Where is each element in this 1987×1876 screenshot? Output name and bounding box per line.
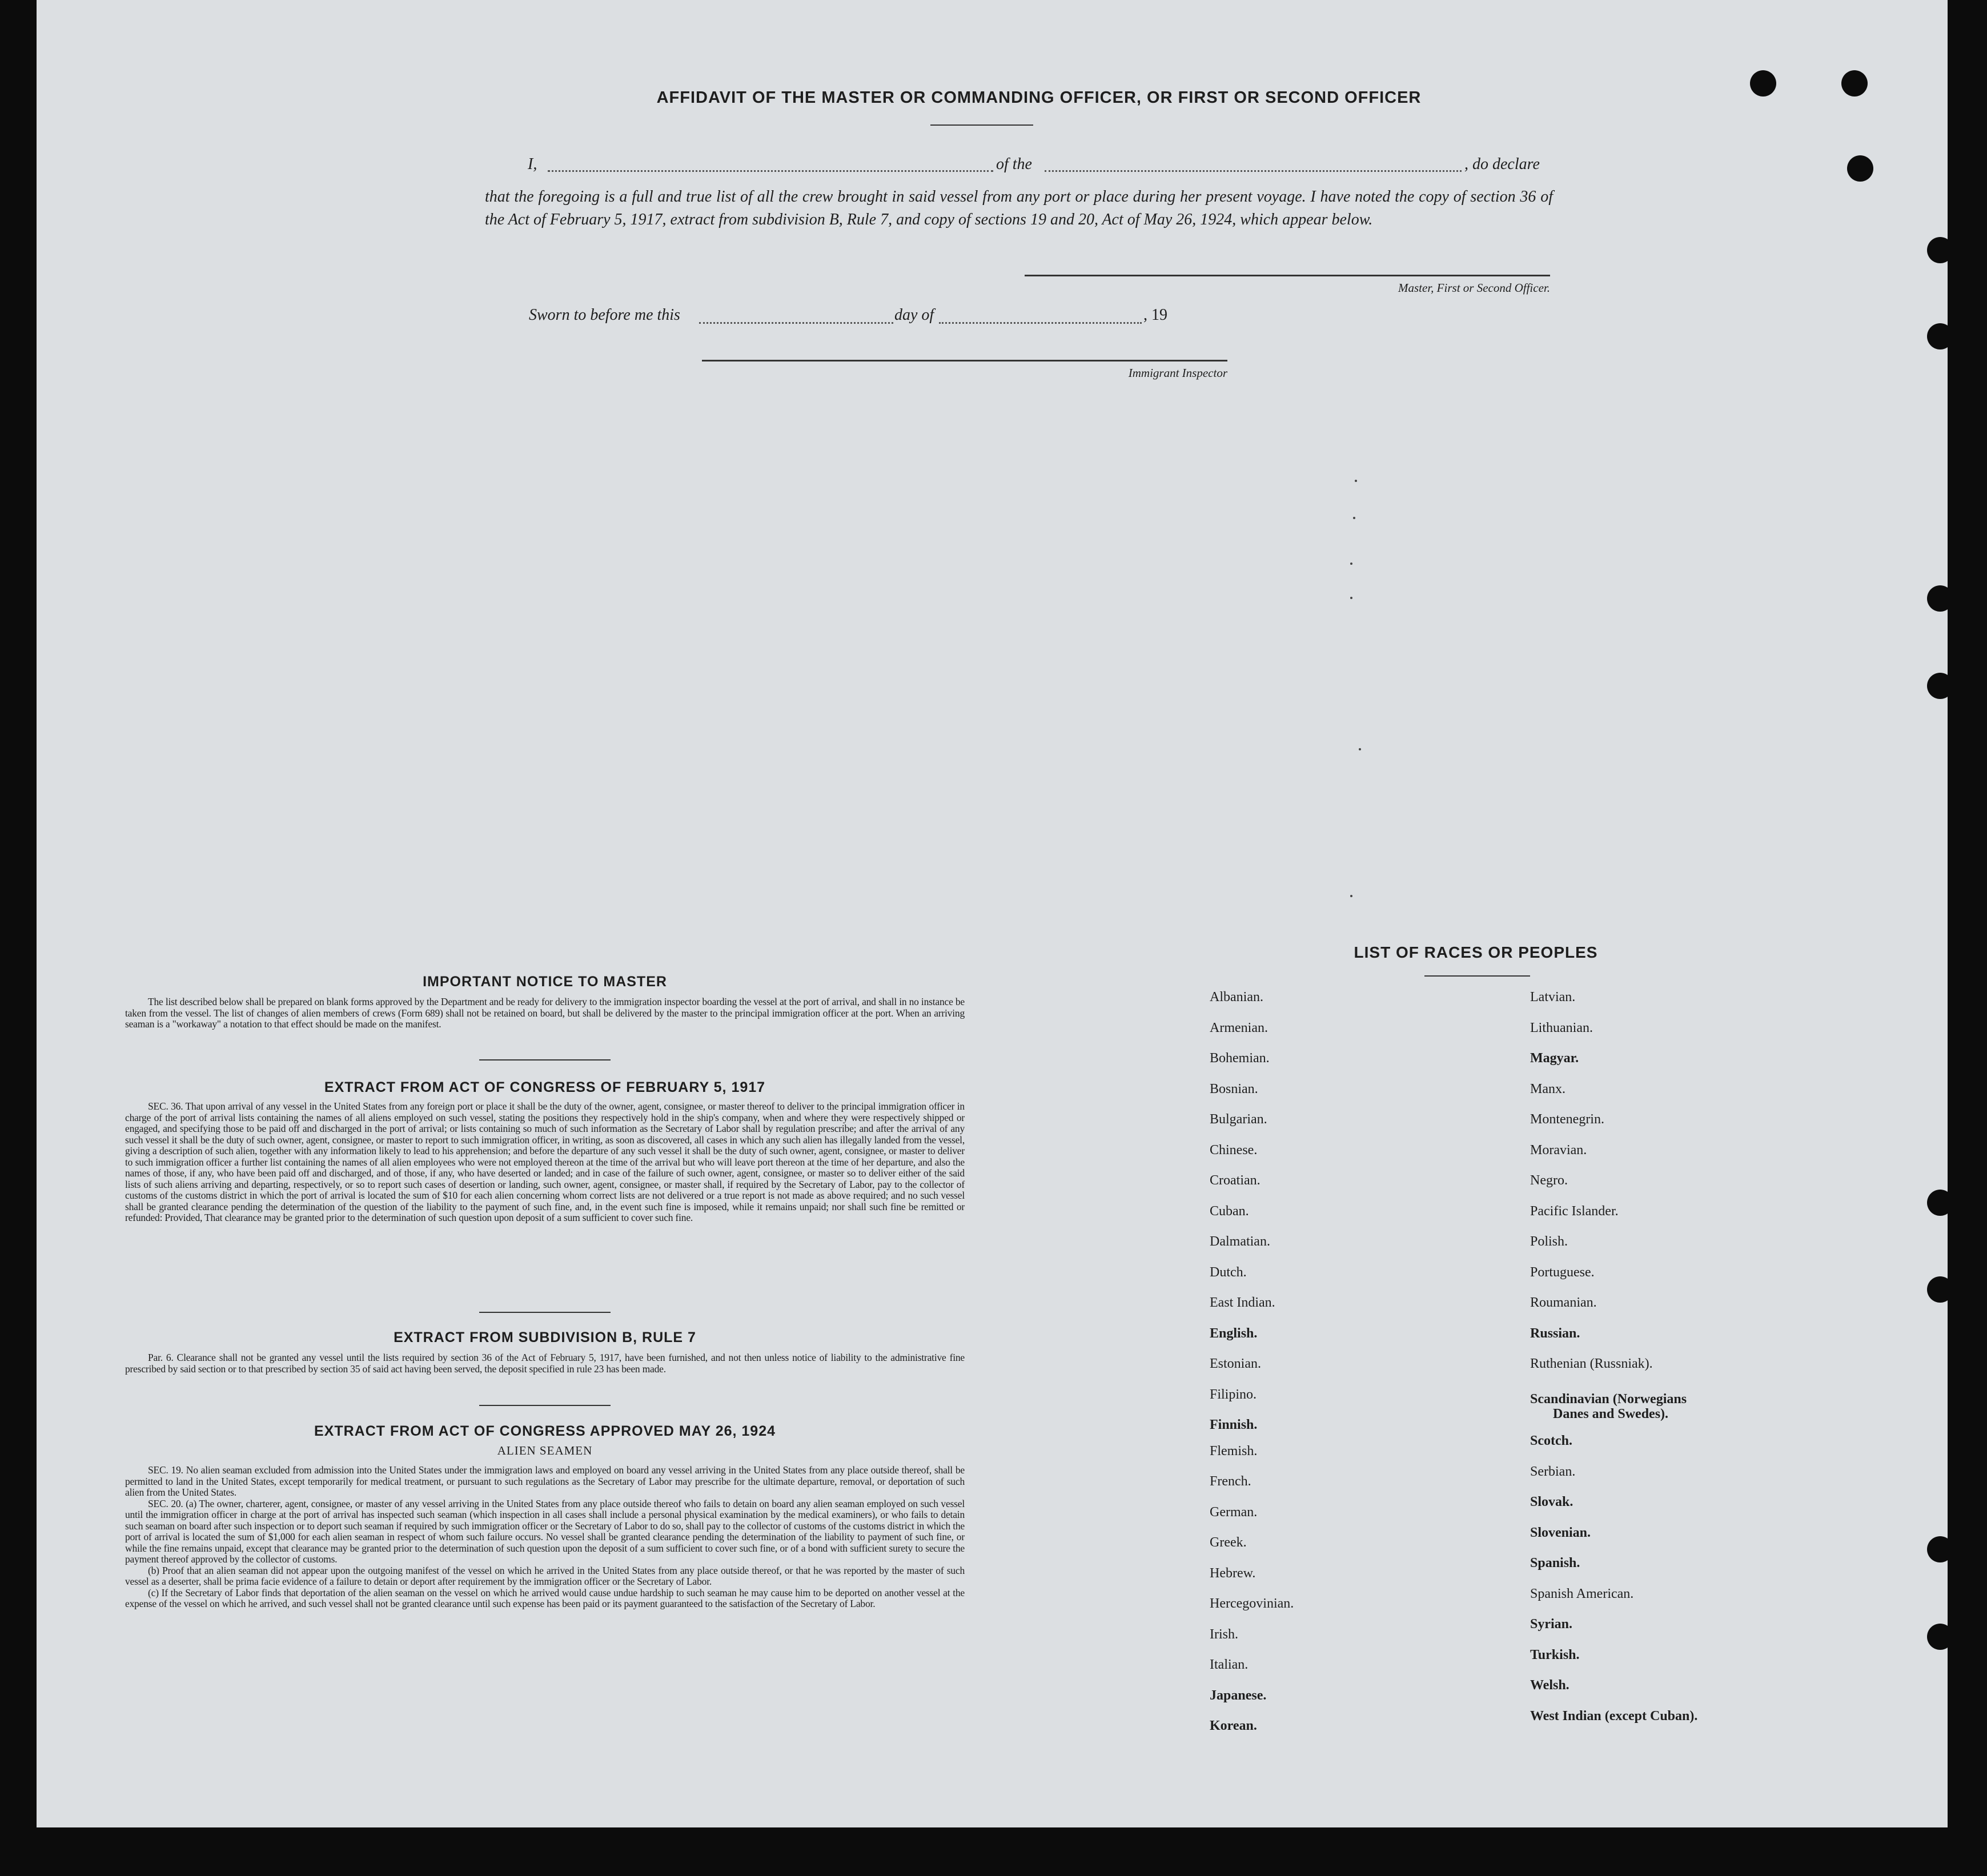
race-item: Italian. bbox=[1210, 1657, 1249, 1672]
race-item: French. bbox=[1210, 1474, 1251, 1489]
binder-hole bbox=[1927, 1624, 1953, 1650]
race-item: Finnish. bbox=[1210, 1417, 1258, 1432]
binder-hole bbox=[1927, 585, 1953, 612]
race-item: Hebrew. bbox=[1210, 1566, 1256, 1581]
race-item: Pacific Islander. bbox=[1530, 1204, 1619, 1219]
race-item: Hercegovinian. bbox=[1210, 1596, 1294, 1611]
race-item: Manx. bbox=[1530, 1082, 1565, 1096]
master-signature-label: Master, First or Second Officer. bbox=[1398, 281, 1550, 295]
binder-hole bbox=[1841, 70, 1868, 97]
race-item: Syrian. bbox=[1530, 1617, 1573, 1632]
race-item: Filipino. bbox=[1210, 1387, 1257, 1402]
notice-paragraph: The list described below shall be prepared on blank forms approved by the Department and be ready for delivery to the immigration inspector boarding the vessel at the port of arrival, and shall in no instance be taken from the vessel. The list of changes of alien members of crews (Form 689) shall not be retained on board, but shall be delivered by the master to the principal immigration officer at the port. When an arriving seaman is a "workaway" a notation to that effect should be made on the manifest. bbox=[125, 996, 965, 1030]
notice-title: IMPORTANT NOTICE TO MASTER bbox=[423, 974, 667, 990]
speck bbox=[1350, 563, 1352, 565]
race-item: Portuguese. bbox=[1530, 1265, 1595, 1280]
title-underline bbox=[930, 124, 1033, 126]
races-title: LIST OF RACES OR PEOPLES bbox=[1354, 943, 1598, 961]
race-item: Spanish American. bbox=[1530, 1586, 1634, 1601]
race-item: Danes and Swedes). bbox=[1553, 1407, 1669, 1421]
race-item: Negro. bbox=[1530, 1173, 1568, 1188]
speck bbox=[1350, 597, 1352, 599]
extract-1917-title: EXTRACT FROM ACT OF CONGRESS OF FEBRUARY 5, 1917 bbox=[324, 1079, 766, 1095]
race-item: Dutch. bbox=[1210, 1265, 1247, 1280]
race-item: Ruthenian (Russniak). bbox=[1530, 1356, 1653, 1371]
binder-hole bbox=[1927, 1276, 1953, 1303]
race-item: Scandinavian (Norwegians bbox=[1530, 1392, 1687, 1407]
race-item: Latvian. bbox=[1530, 990, 1576, 1005]
declaration-text: that the foregoing is a full and true list of all the crew brought in said vessel from any port or place during her present voyage. I have noted the copy of section 36 of the Act of February 5, 1917, extract from subdivision B, Rule 7, and copy of sections 19 and 20, Act of May 26, 1924, which appear below. bbox=[485, 188, 1553, 228]
vessel-field[interactable] bbox=[1045, 170, 1462, 172]
extract-rule7-title: EXTRACT FROM SUBDIVISION B, RULE 7 bbox=[394, 1329, 696, 1345]
par6-paragraph: Par. 6. Clearance shall not be granted any vessel until the lists required by section 36 of the Act of February 5, 1917, have been furnished, and not then unless notice of liability to the administrative fine prescribed by said section or to that prescribed by section 35 of said act having been served, the deposit specified in rule 23 has been made. bbox=[125, 1352, 965, 1375]
alien-seamen-subtitle: ALIEN SEAMEN bbox=[497, 1444, 593, 1457]
race-item: English. bbox=[1210, 1326, 1258, 1341]
speck bbox=[1359, 748, 1361, 750]
race-item: Slovenian. bbox=[1530, 1525, 1591, 1540]
binder-hole bbox=[1927, 323, 1953, 350]
notice-body bbox=[125, 997, 965, 1030]
name-field[interactable] bbox=[548, 170, 993, 172]
race-item: West Indian (except Cuban). bbox=[1530, 1709, 1698, 1724]
race-item: Cuban. bbox=[1210, 1204, 1249, 1219]
race-item: Japanese. bbox=[1210, 1688, 1267, 1703]
race-item: Bulgarian. bbox=[1210, 1112, 1267, 1127]
master-signature-line[interactable] bbox=[1025, 275, 1550, 276]
race-item: Scotch. bbox=[1530, 1433, 1572, 1448]
races-title-underline bbox=[1424, 975, 1530, 977]
race-item: Estonian. bbox=[1210, 1356, 1261, 1371]
document-page bbox=[37, 0, 1948, 1827]
binder-hole bbox=[1750, 70, 1776, 97]
race-item: Bohemian. bbox=[1210, 1051, 1270, 1066]
race-item: Roumanian. bbox=[1530, 1295, 1597, 1310]
race-item: Magyar. bbox=[1530, 1051, 1579, 1066]
of-the-label: of the bbox=[996, 155, 1032, 173]
section-divider bbox=[479, 1059, 611, 1060]
race-item: Slovak. bbox=[1530, 1495, 1573, 1509]
binder-hole bbox=[1927, 1536, 1953, 1562]
inspector-signature-line[interactable] bbox=[702, 360, 1227, 361]
inspector-label: Immigrant Inspector bbox=[1128, 366, 1227, 380]
day-of-label: day of bbox=[894, 306, 934, 324]
speck bbox=[1353, 517, 1355, 519]
section-divider bbox=[479, 1312, 611, 1313]
sec19-paragraph: SEC. 19. No alien seaman excluded from admission into the United States under the immigration laws and employed on board any vessel arriving in the United States from any place outside thereof, shall be permitted to land in the United States, except temporarily for medical treatment, or pursuant to such regulations as the Secretary of Labor may prescribe for the ultimate departure, removal, or deportation of such alien from the United States. bbox=[125, 1464, 965, 1498]
extract-1917-body bbox=[125, 1101, 965, 1224]
extract-1924-title: EXTRACT FROM ACT OF CONGRESS APPROVED MAY 26, 1924 bbox=[314, 1423, 776, 1439]
race-item: Irish. bbox=[1210, 1627, 1238, 1642]
sec20b-paragraph: (b) Proof that an alien seaman did not appear upon the outgoing manifest of the vessel on which he arrived in the United States from any place outside thereof, or that he was reported by the master of such vessel as a deserter, shall be prima facie evidence of a failure to detain or deport after requirement by the immigration officer or the Secretary of Labor. bbox=[125, 1564, 965, 1587]
binder-hole bbox=[1927, 1190, 1953, 1216]
race-item: German. bbox=[1210, 1505, 1258, 1520]
extract-rule7-body bbox=[125, 1352, 965, 1375]
binder-hole bbox=[1927, 237, 1953, 263]
race-item: Moravian. bbox=[1530, 1143, 1587, 1158]
race-item: Albanian. bbox=[1210, 990, 1263, 1005]
race-item: Turkish. bbox=[1530, 1648, 1580, 1662]
speck bbox=[1350, 895, 1352, 897]
race-item: Welsh. bbox=[1530, 1678, 1569, 1693]
binder-hole bbox=[1847, 155, 1873, 182]
race-item: Flemish. bbox=[1210, 1444, 1258, 1459]
race-item: Bosnian. bbox=[1210, 1082, 1258, 1096]
speck bbox=[1355, 480, 1357, 482]
race-item: Korean. bbox=[1210, 1718, 1257, 1733]
sec36-paragraph: SEC. 36. That upon arrival of any vessel in the United States from any foreign port or place it shall be the duty of the owner, agent, consignee, or master thereof to deliver to the principal immigration officer in charge of the port of arrival lists containing the names of all aliens employed on such vessel, stating the positions they respectively hold in the ship's company, when and where they were respectively shipped or engaged, and specifying those to be paid off and discharged in the port of arrival; or lists containing so much of such information as the Secretary of Labor shall by regulation prescribe; and after the arrival of any such vessel it shall be the duty of such owner, agent, consignee, or master to report to such immigration officer, in writing, as soon as discovered, all cases in which any such alien has illegally landed from the vessel, giving a description of such alien, together with any information likely to lead to his apprehension; and before the departure of any such vessel it shall be the duty of such owner, agent, consignee, or master to deliver to such immigration officer a further list containing the names of all alien employees who were not employed thereon at the time of the arrival but who will leave port thereon at the time of her departure, and also the names of those, if any, who have been paid off and discharged, and of those, if any, who have deserted or landed; and in case of the failure of such owner, agent, consignee, or master so to deliver either of the said lists of such aliens arriving and departing, respectively, or so to report such cases of desertion or landing, such owner, agent, consignee, or master shall, if required by the Secretary of Labor, pay to the collector of customs of the customs district in which the port of arrival is located the sum of $10 for each alien concerning whom correct lists are not delivered or a true report is not made as above required; and no such vessel shall be granted clearance pending the determination of the question of the liability to the payment of such fine, and, in the event such fine is imposed, while it remains unpaid; nor shall such fine be remitted or refunded: Provided, That clearance may be granted prior to the determination of such question upon deposit of a sum sufficient to cover such fine. bbox=[125, 1100, 965, 1223]
race-item: Serbian. bbox=[1530, 1464, 1576, 1479]
section-divider bbox=[479, 1405, 611, 1406]
race-item: Montenegrin. bbox=[1530, 1112, 1604, 1127]
sworn-day-field[interactable] bbox=[699, 322, 893, 324]
race-item: Armenian. bbox=[1210, 1021, 1268, 1035]
extract-1924-body bbox=[125, 1465, 965, 1610]
race-item: Dalmatian. bbox=[1210, 1234, 1270, 1249]
do-declare-label: , do declare bbox=[1464, 155, 1540, 173]
race-item: Polish. bbox=[1530, 1234, 1568, 1249]
race-item: Spanish. bbox=[1530, 1556, 1580, 1570]
race-item: Lithuanian. bbox=[1530, 1021, 1593, 1035]
race-item: Russian. bbox=[1530, 1326, 1580, 1341]
sworn-label: Sworn to before me this bbox=[529, 306, 680, 324]
affidavit-title: AFFIDAVIT OF THE MASTER OR COMMANDING OFFICER, OR FIRST OR SECOND OFFICER bbox=[656, 89, 1422, 107]
year-label: , 19 bbox=[1143, 306, 1167, 324]
sec20c-paragraph: (c) If the Secretary of Labor finds that deportation of the alien seaman on the vessel on which he arrived would cause undue hardship to such seaman he may cause him to be deported on another vessel at the expense of the vessel on which he arrived, and such vessel shall not be granted clearance until such expense has been paid or its payment guaranteed to the satisfaction of the Secretary of Labor. bbox=[125, 1586, 965, 1609]
race-item: Croatian. bbox=[1210, 1173, 1261, 1188]
sworn-month-field[interactable] bbox=[939, 322, 1142, 324]
binder-hole bbox=[1927, 673, 1953, 699]
sec20a-paragraph: SEC. 20. (a) The owner, charterer, agent, consignee, or master of any vessel arriving in the United States from any place outside thereof who fails to detain on board any alien seaman employed on such vessel until the immigration officer in charge at the port of arrival has inspected such seaman (which inspection in all cases shall include a personal physical examination by the medical examiners), or who fails to detain such seaman on board after such inspection or to deport such seaman if required by such immigration officer or the Secretary of Labor to do so, shall pay to the collector of customs of the customs district in which the port of arrival is located the sum of $1,000 for each alien seaman in respect of whom such failure occurs. No vessel shall be granted clearance pending the determination of the liability to payment of such fine, or while the fine remains unpaid, except that clearance may be granted prior to the determination of such question upon the deposit of a sum sufficient to cover such fine, or of a bond with sufficient surety to secure the payment thereof approved by the collector of customs. bbox=[125, 1497, 965, 1565]
i-label: I, bbox=[528, 155, 537, 173]
race-item: Greek. bbox=[1210, 1535, 1247, 1550]
race-item: East Indian. bbox=[1210, 1295, 1275, 1310]
race-item: Chinese. bbox=[1210, 1143, 1258, 1158]
